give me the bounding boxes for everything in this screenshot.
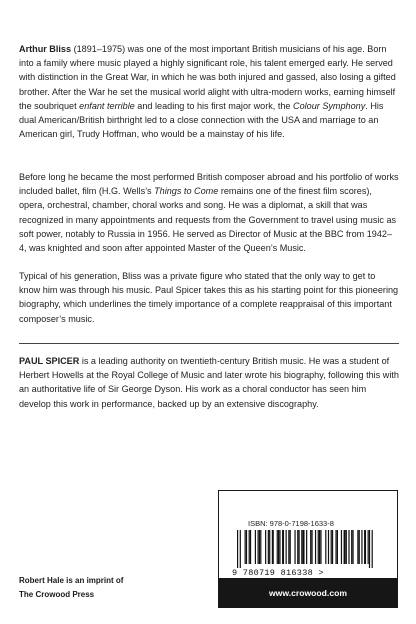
barcode-bar bbox=[319, 530, 320, 564]
barcode-bar bbox=[368, 530, 369, 564]
barcode-bar bbox=[331, 530, 332, 564]
website-bar bbox=[218, 578, 398, 608]
barcode-bar bbox=[344, 530, 346, 564]
barcode-bar bbox=[288, 530, 289, 564]
isbn-label: ISBN: 978-0-7198-1633-8 bbox=[248, 519, 334, 528]
barcode-bar bbox=[306, 530, 307, 564]
barcode-bar bbox=[297, 530, 298, 564]
bio-p2-text-a: Before long he became the most performed British composer abroad and his portfolio of works included ballet, film (H.G. Wells’s bbox=[19, 172, 399, 197]
author-paragraph bbox=[19, 354, 399, 411]
bio-p1-italic-a: enfant terrible bbox=[79, 100, 135, 111]
barcode-digits: 9 780719 816338 > bbox=[232, 568, 324, 578]
barcode-bar bbox=[299, 530, 300, 564]
barcode-bar bbox=[279, 530, 280, 564]
barcode-bar bbox=[359, 530, 360, 564]
subject-name: Arthur Bliss bbox=[19, 44, 72, 54]
barcode-bar bbox=[255, 530, 256, 564]
barcode-bar bbox=[282, 530, 284, 564]
barcode-bar bbox=[240, 530, 241, 568]
barcode-bar bbox=[301, 530, 302, 564]
barcode-bar bbox=[278, 530, 279, 564]
barcode-graphic bbox=[231, 530, 381, 568]
barcode-bar bbox=[318, 530, 319, 564]
barcode-bar bbox=[357, 530, 358, 564]
author-name: PAUL SPICER bbox=[19, 356, 80, 366]
barcode-bar bbox=[348, 530, 349, 564]
bio-paragraph-1 bbox=[19, 42, 399, 141]
barcode-bar bbox=[328, 530, 329, 564]
barcode-bar bbox=[265, 530, 266, 564]
imprint-line-1: Robert Hale is an imprint of bbox=[19, 576, 124, 585]
author-text: is a leading authority on twentieth-century British music. He was a student of Herbert Howells at the Royal College of Music and later wrote his biography, following this with an authoritative life of Sir George Dyson. His work as a choral conductor has seen him develop this work in performance, backed up by an extensive discography. bbox=[19, 356, 399, 409]
barcode-bar bbox=[346, 530, 347, 564]
imprint-note bbox=[19, 574, 123, 602]
barcode-bar bbox=[249, 530, 250, 564]
bio-paragraph-3: Typical of his generation, Bliss was a private figure who stated that the only way to get to know him was through his music. Paul Spicer takes this as his starting point for this pioneering biography, which underlines the timely importance of a complete reappraisal of this important composer’s music. bbox=[19, 271, 399, 324]
barcode-bar bbox=[246, 530, 247, 564]
barcode-bar bbox=[258, 530, 259, 564]
barcode-bar bbox=[310, 530, 311, 564]
barcode-bar bbox=[320, 530, 321, 564]
barcode-bar bbox=[332, 530, 333, 564]
section-divider bbox=[19, 343, 399, 344]
barcode-bar bbox=[335, 530, 336, 564]
barcode-bar bbox=[290, 530, 291, 564]
barcode-bar bbox=[286, 530, 287, 564]
barcode-bar bbox=[269, 530, 270, 564]
barcode-bar bbox=[325, 530, 326, 564]
barcode-bar bbox=[277, 530, 278, 564]
barcode-bar bbox=[352, 530, 353, 564]
barcode-bar bbox=[237, 530, 238, 568]
barcode-bar bbox=[303, 530, 305, 564]
bio-p1-italic-b: Colour Symphony bbox=[293, 100, 366, 111]
bio-p2-italic-a: Things to Come bbox=[154, 186, 219, 197]
barcode-bar bbox=[369, 530, 370, 568]
barcode-bar bbox=[341, 530, 342, 564]
barcode-bar bbox=[259, 530, 260, 564]
barcode-bar bbox=[250, 530, 251, 564]
barcode-bar bbox=[272, 530, 274, 564]
barcode-bar bbox=[260, 530, 261, 564]
bio-p1-text-b: and leading to his first major work, the bbox=[134, 100, 293, 111]
website-text: www.crowood.com bbox=[269, 588, 347, 598]
barcode-bar bbox=[315, 530, 316, 564]
barcode-bar bbox=[311, 530, 312, 564]
bio-p2-text-b: remains one of the finest film scores), opera, orchestral, chamber, choral works and song. He was a diplomat, a skill that was recognized in many appointments and requests from the Government to travel using music as soft power, notably to Russia in 1956. He served as Director of Music at the BBC from 1942–4, was knighted and soon after appointed Master of the Queen’s Music. bbox=[19, 186, 397, 254]
imprint-line-2: The Crowood Press bbox=[19, 590, 95, 599]
barcode-bar bbox=[351, 530, 352, 564]
barcode-bar bbox=[361, 530, 362, 564]
bio-paragraph-2 bbox=[19, 170, 399, 255]
barcode-bar bbox=[372, 530, 373, 568]
barcode-bar bbox=[268, 530, 269, 564]
barcode-bar bbox=[294, 530, 295, 564]
barcode-bar bbox=[245, 530, 246, 564]
barcode-bar bbox=[337, 530, 338, 564]
bio-p1-text-a: (1891–1975) was one of the most important British musicians of his age. Born into a family where music played a highly significant role, his talent emerged early. He served with distinction in the Great War, in which he was both injured and gassed, also losing a gifted brother. After the War he set the musical world alight with ultra-modern works, earning himself the soubriquet bbox=[19, 44, 396, 111]
bio-p1-text-c: . His dual American/British birthright led to a close connection with the USA and marriage to an American girl, Trudy Hoffman, who would be a mainstay of his life. bbox=[19, 100, 384, 140]
barcode-bar bbox=[364, 530, 366, 564]
